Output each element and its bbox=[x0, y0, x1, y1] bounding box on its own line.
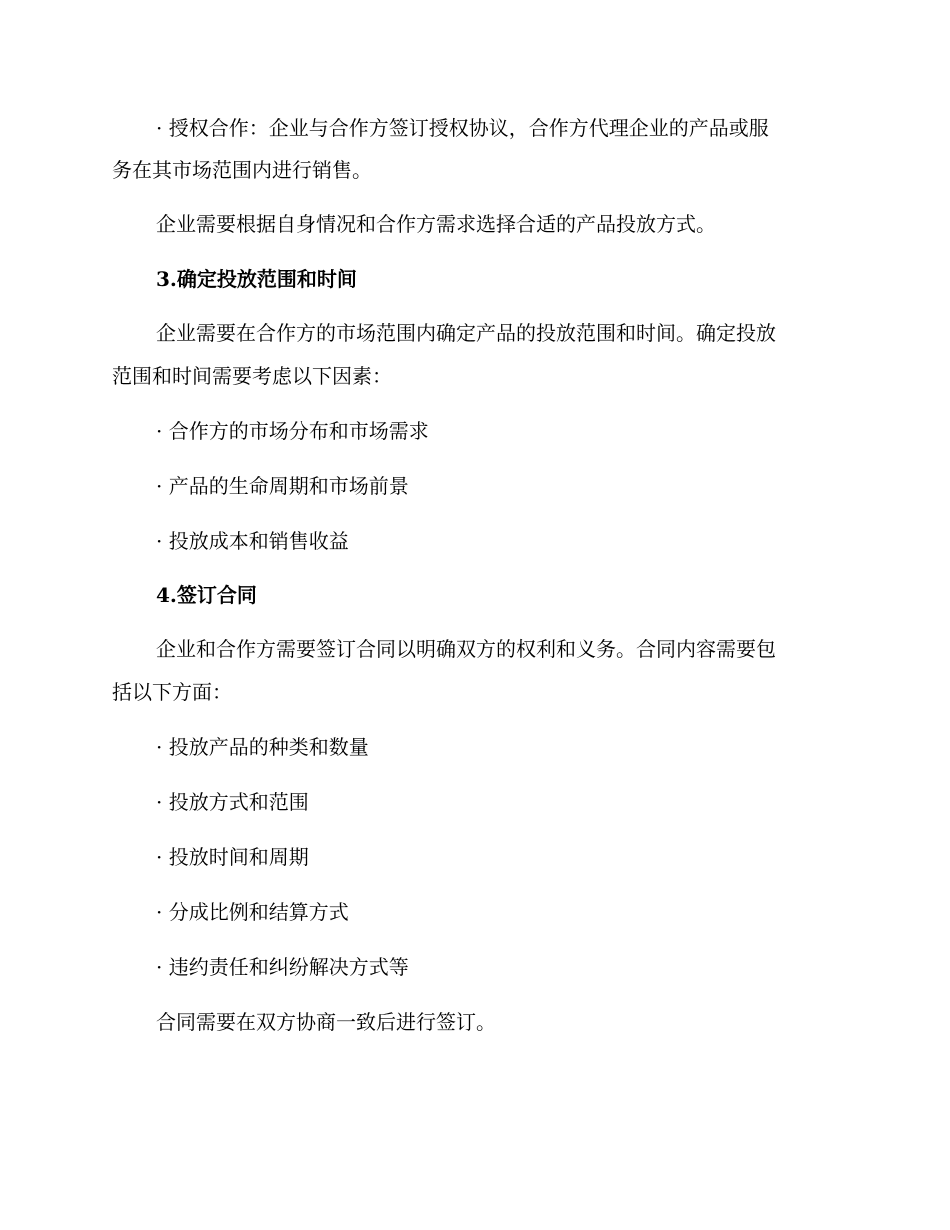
bullet-cost-revenue: · 投放成本和销售收益 bbox=[156, 529, 349, 553]
heading-section-4: 4.签订合同 bbox=[156, 583, 257, 607]
bullet-authorized-cooperation-line-2: 务在其市场范围内进行销售。 bbox=[112, 158, 372, 182]
bullet-product-type-quantity: · 投放产品的种类和数量 bbox=[156, 735, 369, 759]
paragraph-scope-time-line-2: 范围和时间需要考虑以下因素： bbox=[112, 364, 392, 388]
paragraph-contract-line-2: 括以下方面： bbox=[112, 680, 232, 704]
heading-section-3: 3.确定投放范围和时间 bbox=[156, 267, 357, 291]
paragraph-contract-line-1: 企业和合作方需要签订合同以明确双方的权利和义务。合同内容需要包 bbox=[156, 637, 776, 661]
paragraph-sign-after-agreement: 合同需要在双方协商一致后进行签订。 bbox=[156, 1010, 496, 1034]
bullet-method-scope: · 投放方式和范围 bbox=[156, 790, 309, 814]
bullet-time-cycle: · 投放时间和周期 bbox=[156, 845, 309, 869]
bullet-liability-disputes: · 违约责任和纠纷解决方式等 bbox=[156, 955, 409, 979]
bullet-revenue-share: · 分成比例和结算方式 bbox=[156, 900, 349, 924]
bullet-product-lifecycle: · 产品的生命周期和市场前景 bbox=[156, 474, 409, 498]
paragraph-scope-time-line-1: 企业需要在合作方的市场范围内确定产品的投放范围和时间。确定投放 bbox=[156, 321, 776, 345]
paragraph-choose-method: 企业需要根据自身情况和合作方需求选择合适的产品投放方式。 bbox=[156, 212, 716, 236]
bullet-authorized-cooperation-line-1: · 授权合作：企业与合作方签订授权协议，合作方代理企业的产品或服 bbox=[156, 116, 769, 140]
bullet-market-distribution: · 合作方的市场分布和市场需求 bbox=[156, 419, 429, 443]
